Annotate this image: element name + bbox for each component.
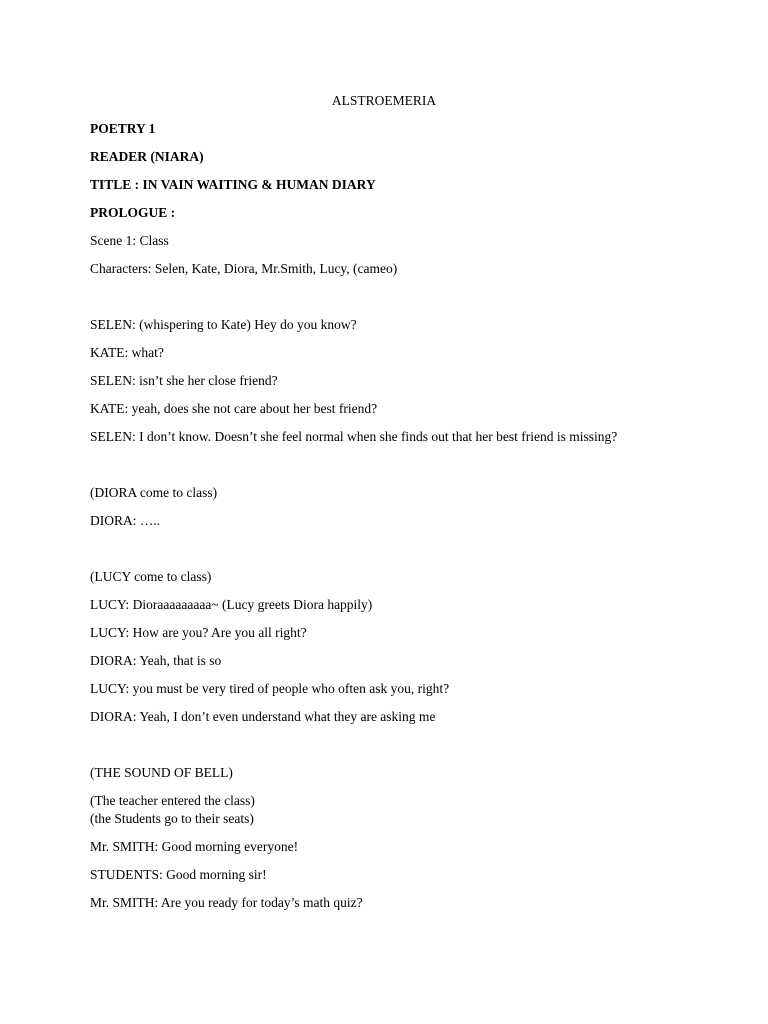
dialogue-line: LUCY: Dioraaaaaaaaa~ (Lucy greets Diora happily) <box>90 597 373 612</box>
stage-direction: (THE SOUND OF BELL) <box>90 765 233 780</box>
title-heading: TITLE : IN VAIN WAITING & HUMAN DIARY <box>90 177 376 192</box>
dialogue-line: Mr. SMITH: Are you ready for today’s math quiz? <box>90 895 363 910</box>
dialogue-line: SELEN: isn’t she her close friend? <box>90 373 278 388</box>
stage-direction: (the Students go to their seats) <box>90 811 254 826</box>
reader-heading: READER (NIARA) <box>90 149 204 164</box>
dialogue-line: KATE: what? <box>90 345 164 360</box>
characters-line: Characters: Selen, Kate, Diora, Mr.Smith, Lucy, (cameo) <box>90 261 398 276</box>
poetry-heading: POETRY 1 <box>90 121 156 136</box>
dialogue-line: SELEN: (whispering to Kate) Hey do you know? <box>90 317 357 332</box>
prologue-heading: PROLOGUE : <box>90 205 176 220</box>
dialogue-line: LUCY: you must be very tired of people who often ask you, right? <box>90 681 450 696</box>
dialogue-line: Mr. SMITH: Good morning everyone! <box>90 839 299 854</box>
document-title: ALSTROEMERIA <box>331 93 437 108</box>
stage-direction: (LUCY come to class) <box>90 569 212 584</box>
dialogue-line: KATE: yeah, does she not care about her best friend? <box>90 401 378 416</box>
dialogue-line: STUDENTS: Good morning sir! <box>90 867 267 882</box>
stage-direction: (The teacher entered the class) <box>90 793 255 808</box>
dialogue-line: DIORA: ….. <box>90 513 161 528</box>
dialogue-line: DIORA: Yeah, that is so <box>90 653 222 668</box>
dialogue-line: LUCY: How are you? Are you all right? <box>90 625 307 640</box>
dialogue-line: SELEN: I don’t know. Doesn’t she feel normal when she finds out that her best friend is missing? <box>90 429 618 444</box>
stage-direction: (DIORA come to class) <box>90 485 218 500</box>
dialogue-line: DIORA: Yeah, I don’t even understand what they are asking me <box>90 709 436 724</box>
scene-line: Scene 1: Class <box>90 233 169 248</box>
